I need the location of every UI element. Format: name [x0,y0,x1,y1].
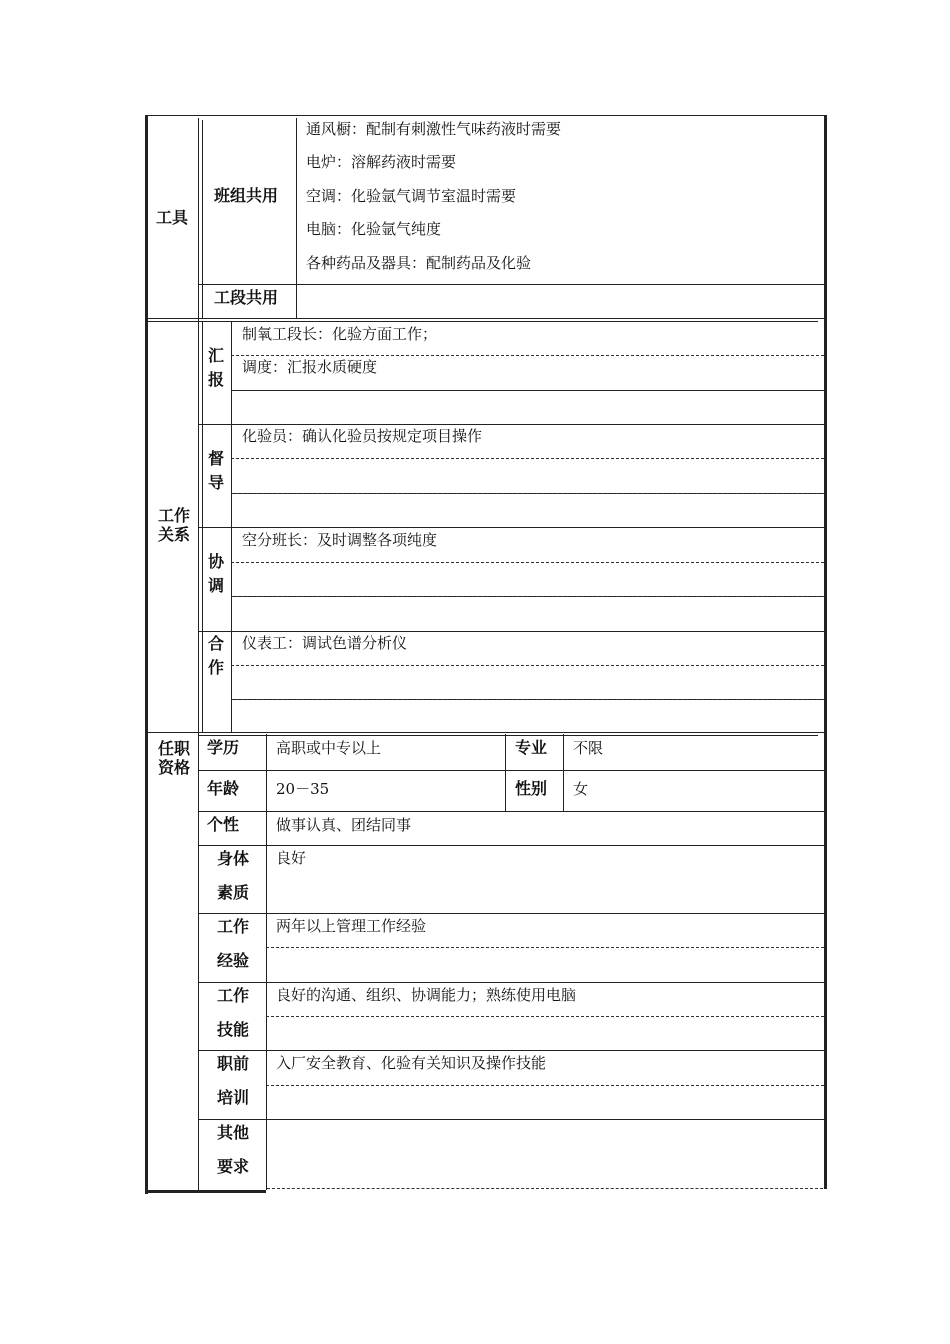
age-label: 年龄 [207,779,240,798]
qual-row-6-divider [198,1050,824,1051]
cooperate-label: 合作 [207,634,224,677]
qual-row-5-divider [198,982,824,983]
bottom-dashed-border [267,1188,823,1189]
training-label-line: 职前 [217,1054,250,1073]
skills-label-line: 工作 [217,986,250,1005]
top-border [145,115,826,116]
col-separator-tools-value [296,118,297,318]
cooperate-item: 仪表工：调试色谱分析仪 [242,634,408,652]
team-item: 空调：化验氩气调节室温时需要 [306,187,517,205]
experience-label-line: 经验 [217,951,250,970]
gender-value: 女 [573,780,589,798]
relations-report-divider [198,424,824,425]
major-value: 不限 [573,739,604,757]
qualifications-section-label: 任职资格 [157,739,190,777]
qual-row-1-divider [198,770,824,771]
major-label: 专业 [515,738,548,757]
other-label-line: 其他 [217,1123,250,1142]
left-border [145,115,148,1194]
other-label-line: 要求 [217,1157,250,1176]
relations-coordinate-divider [198,631,824,632]
qual-top-divider [198,735,818,736]
team-item: 通风橱：配制有刺激性气味药液时需要 [306,120,562,138]
training-dashed-line [266,1085,824,1086]
relations-supervise-divider [198,527,824,528]
report-row-line [231,390,824,391]
coordinate-dashed-line-2 [231,596,824,597]
coordinate-item: 空分班长：及时调整各项纯度 [242,531,438,549]
tools-team-divider [198,284,824,285]
gender-label: 性别 [515,779,548,798]
skills-value: 良好的沟通、组织、协调能力；熟练使用电脑 [276,986,577,1004]
personality-value: 做事认真、团结同事 [276,816,412,834]
report-dashed-line [231,355,824,356]
right-border [824,115,827,1189]
physical-label-line: 身体 [217,849,250,868]
report-item: 制氧工段长：化验方面工作； [242,325,438,343]
education-value: 高职或中专以上 [276,739,382,757]
team-item: 电炉：溶解药液时需要 [306,153,457,171]
col-separator-qual-value [266,734,267,1190]
col-separator-1 [198,118,199,1190]
col-separator-tools-inner [202,120,203,318]
cooperate-dashed-line-2 [231,699,824,700]
qual-row-3-divider [198,845,824,846]
experience-value: 两年以上管理工作经验 [276,917,427,935]
qual-row-7-divider [198,1119,824,1120]
workshop-shared-label: 工段共用 [214,288,279,307]
coordinate-dashed-line-1 [231,562,824,563]
relations-bottom-divider [148,732,824,733]
skills-dashed-line [266,1016,824,1017]
experience-label-line: 工作 [217,917,250,936]
report-label: 汇报 [207,346,224,389]
training-label-line: 培训 [217,1088,250,1107]
physical-label-line: 素质 [217,883,250,902]
coordinate-label: 协调 [207,552,224,595]
tools-bottom-divider [148,318,824,319]
qual-row-4-divider [198,913,824,914]
education-label: 学历 [207,738,240,757]
supervise-dashed-line-2 [231,493,824,494]
skills-label-line: 技能 [217,1020,250,1039]
bottom-border [148,1190,266,1193]
relations-section-label: 工作关系 [157,506,190,544]
personality-label: 个性 [207,815,240,834]
cooperate-dashed-line-1 [231,665,824,666]
supervise-item: 化验员：确认化验员按规定项目操作 [242,427,483,445]
training-value: 入厂安全教育、化验有关知识及操作技能 [276,1054,547,1072]
team-shared-label: 班组共用 [214,186,279,205]
relations-top-divider [148,321,818,322]
report-item: 调度：汇报水质硬度 [242,358,378,376]
supervise-label: 督导 [207,449,224,492]
qual-row-2-divider [198,811,824,812]
tools-section-label: 工具 [156,208,189,227]
supervise-dashed-line-1 [231,458,824,459]
team-item: 电脑：化验氩气纯度 [306,220,442,238]
age-value: 20－35 [276,780,330,798]
physical-value: 良好 [276,849,307,867]
col-separator-qual-major-right [563,734,564,812]
experience-dashed-line [266,947,824,948]
col-separator-qual-major-left [505,734,506,812]
team-item: 各种药品及器具：配制药品及化验 [306,254,532,272]
